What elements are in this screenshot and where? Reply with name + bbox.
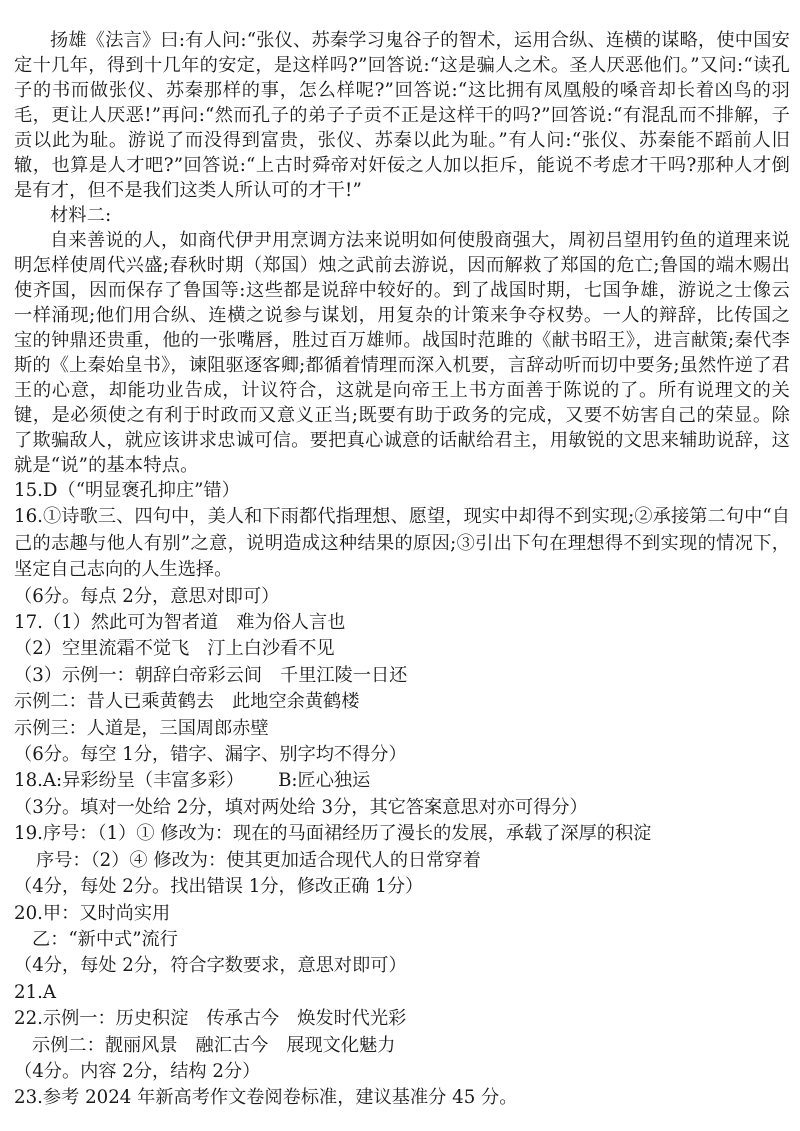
answer-22-example-1 — [14, 1006, 790, 1032]
answer-23: 23.参考 2024 年新高考作文卷阅卷标准，建议基准分 45 分。 — [14, 1087, 518, 1109]
answer-17-example-3: 示例三：人道是，三国周郎赤壁 — [14, 717, 269, 739]
answer-17-example-2-second-line: 此地空余黄鹤楼 — [232, 691, 360, 713]
answer-22-example-1-part-3: 焕发时代光彩 — [297, 1008, 407, 1030]
answer-18 — [14, 768, 790, 794]
answer-18-score: （3分。填对一处给 2分，填对两处给 3分，其它答案意思对亦可得分） — [14, 796, 588, 818]
answer-17-score: （6分。每空 1分，错字、漏字、别字均不得分） — [14, 744, 407, 766]
answer-17-1-second-line: 难为俗人言也 — [236, 612, 346, 634]
answer-19-score: （4分，每处 2分。找出错误 1分，修改正确 1分） — [14, 876, 424, 898]
answer-17-2 — [14, 636, 790, 662]
answer-17-1-first-line: 17.（1）然此可为智者道 — [14, 612, 219, 634]
answer-17-3 — [14, 663, 790, 689]
answer-19-2: 序号：（2）④ 修改为：使其更加适合现代人的日常穿着 — [36, 849, 481, 871]
answer-22-example-2-part-3: 展现文化魅力 — [286, 1034, 396, 1056]
answer-18-b: B:匠心独运 — [278, 770, 371, 792]
answer-key-page — [14, 28, 790, 1112]
answer-20-score: （4分，每处 2分，符合字数要求，意思对即可） — [14, 955, 407, 977]
answer-17-3-first-line: （3）示例一：朝辞白帝彩云间 — [14, 664, 263, 686]
answer-19-1: 19.序号：（1）① 修改为：现在的马面裙经历了漫长的发展，承载了深厚的积淀 — [14, 823, 652, 845]
answer-18-a: 18.A:异彩纷呈（丰富多彩） — [14, 770, 245, 792]
answer-15: 15.D（“明显褒孔抑庄”错） — [14, 480, 240, 501]
answer-22-example-1-part-2: 传承古今 — [206, 1008, 280, 1030]
answer-22-example-1-part-1: 22.示例一：历史积淀 — [14, 1008, 189, 1030]
answer-20-a: 20.甲：又时尚实用 — [14, 902, 171, 924]
answer-17-1 — [14, 610, 790, 636]
answer-20-b: 乙：“新中式”流行 — [32, 928, 178, 950]
answer-16: 16.①诗歌三、四句中，美人和下雨都代指理想、愿望，现实中却得不到实现;②承接第二句中“自己的志趣与他人有别”之意，说明造成这种结果的原因;③引出下句在理想得不到实现的情况下，坚定自己志向的人生选择。 — [14, 506, 790, 581]
answer-22-example-2-part-1: 示例二：靓丽风景 — [32, 1034, 178, 1056]
answer-17-2-second-line: 汀上白沙看不见 — [207, 638, 335, 660]
answer-22-example-2 — [14, 1033, 790, 1059]
material-two-heading: 材料二: — [50, 205, 112, 226]
material-one-paragraph: 扬雄《法言》曰:有人问:“张仪、苏秦学习鬼谷子的智术，运用合纵、连横的谋略，使中国安定十几年，得到十几年的安定，是这样吗?”回答说:“这是骗人之术。圣人厌恶他们。”又问:“读孔子的书而做张仪、苏秦那样的事，怎么样呢?”回答说:“这比拥有凤凰般的嗓音却长着凶鸟的羽毛，更让人厌恶!”再问:“然而孔子的弟子子贡不正是这样干的吗?”回答说:“有混乱而不排解，子贡以此为耻。游说了而没得到富贵，张仪、苏秦以此为耻。”有人问:“张仪、苏秦能不蹈前人旧辙，也算是人才吧?”回答说:“上古时舜帝对奸佞之人加以拒斥，能说不考虑才干吗?那种人才倒是有才，但不是我们这类人所认可的才干!” — [14, 30, 790, 201]
answer-17-example-2-first-line: 示例二：昔人已乘黄鹤去 — [14, 691, 215, 713]
answer-16-score: （6分。每点 2分，意思对即可） — [14, 585, 280, 607]
answer-17-3-second-line: 千里江陵一日还 — [280, 664, 408, 686]
answer-22-example-2-part-2: 融汇古今 — [195, 1034, 269, 1056]
answer-17-example-2 — [14, 689, 790, 715]
answer-21: 21.A — [14, 981, 57, 1003]
answer-17-2-first-line: （2）空里流霜不觉飞 — [14, 638, 190, 660]
answer-22-score: （4分。内容 2分，结构 2分） — [14, 1060, 261, 1082]
material-two-paragraph: 自来善说的人，如商代伊尹用烹调方法来说明如何使殷商强大，周初吕望用钓鱼的道理来说明怎样使周代兴盛;春秋时期（郑国）烛之武前去游说，因而解救了郑国的危亡;鲁国的端木赐出使齐国，因而保存了鲁国等:这些都是说辞中较好的。到了战国时期，七国争雄，游说之士像云一样涌现;他们用合纵、连横之说参与谋划，用复杂的计策来争夺权势。一人的辩辞，比传国之宝的钟鼎还贵重，他的一张嘴唇，胜过百万雄师。战国时范雎的《献书昭王》，进言献策;秦代李斯的《上秦始皇书》，谏阻驱逐客卿;都循着情理而深入机要，言辞动听而切中要务;虽然忤逆了君王的心意，却能功业告成，计议符合，这就是向帝王上书方面善于陈说的了。所有说理文的关键，是必须使之有利于时政而又意义正当;既要有助于政务的完成，又要不妨害自己的荣显。除了欺骗敌人，就应该讲求忠诚可信。要把真心诚意的话献给君主，用敏锐的文思来辅助说辞，这就是“说”的基本特点。 — [14, 230, 790, 476]
